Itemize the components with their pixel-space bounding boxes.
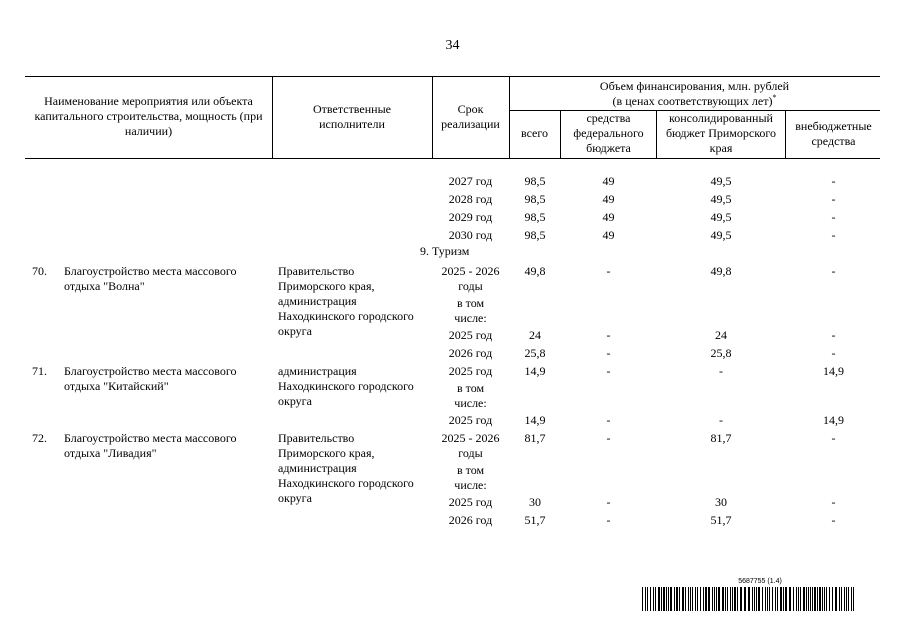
barcode-bar bbox=[679, 587, 680, 611]
barcode-bar bbox=[674, 587, 675, 611]
barcode-bar bbox=[697, 587, 698, 611]
item-executor: округа bbox=[278, 491, 312, 505]
header-sub-total: всего bbox=[520, 126, 549, 140]
cell-federal: - bbox=[606, 413, 611, 427]
cell-term: 2030 год bbox=[448, 228, 493, 242]
barcode-bar bbox=[789, 587, 791, 611]
cell-total: 81,7 bbox=[524, 431, 546, 445]
cell-federal: - bbox=[606, 364, 611, 378]
barcode-bar bbox=[740, 587, 742, 611]
item-executor: администрация bbox=[278, 294, 357, 308]
barcode-bar bbox=[668, 587, 669, 611]
item-executor: Правительство bbox=[278, 264, 355, 278]
barcode-bar bbox=[732, 587, 733, 611]
barcode-bar bbox=[703, 587, 704, 611]
barcode-bar bbox=[765, 587, 766, 611]
barcode-bar bbox=[688, 587, 689, 611]
cell-including: в том bbox=[456, 463, 485, 477]
barcode-label: 5687755 (1.4) bbox=[738, 578, 782, 585]
barcode-bar bbox=[716, 587, 717, 611]
cell-extrabudget: - bbox=[831, 264, 836, 278]
header-divider-2 bbox=[432, 76, 433, 158]
barcode-bar bbox=[762, 587, 763, 611]
cell-total: 49,8 bbox=[524, 264, 546, 278]
header-divider-5 bbox=[656, 110, 657, 158]
cell-federal: - bbox=[606, 346, 611, 360]
item-name: отдыха "Ливадия" bbox=[64, 446, 157, 460]
barcode-bar bbox=[705, 587, 707, 611]
cell-consolidated: 24 bbox=[715, 328, 727, 342]
cell-consolidated: 30 bbox=[715, 495, 727, 509]
barcode-bar bbox=[848, 587, 849, 611]
barcode-bar bbox=[682, 587, 684, 611]
cell-term: 2027 год bbox=[448, 174, 493, 188]
item-executor: округа bbox=[278, 324, 312, 338]
barcode-bar bbox=[775, 587, 776, 611]
cell-extrabudget: 14,9 bbox=[823, 364, 844, 378]
cell-term: 2025 - 2026 bbox=[441, 264, 500, 278]
cell-federal: 49 bbox=[602, 210, 615, 224]
cell-total: 25,8 bbox=[524, 346, 546, 360]
barcode-bar bbox=[642, 587, 643, 611]
barcode-bar bbox=[841, 587, 842, 611]
barcode-bar bbox=[658, 587, 660, 611]
barcode-bar bbox=[734, 587, 736, 611]
barcode-bar bbox=[744, 587, 746, 611]
cell-total: 98,5 bbox=[524, 210, 546, 224]
cell-term: 2025 год bbox=[448, 413, 493, 427]
cell-including: числе: bbox=[454, 311, 487, 325]
header-col-term: Срок реализации bbox=[441, 102, 500, 131]
header-col-executors: Ответственные исполнители bbox=[313, 102, 391, 131]
cell-term: 2025 год bbox=[448, 328, 493, 342]
cell-total: 51,7 bbox=[524, 513, 546, 527]
cell-term: 2028 год bbox=[448, 192, 493, 206]
barcode-bar bbox=[653, 587, 654, 611]
barcode-bar bbox=[748, 587, 750, 611]
cell-consolidated: 49,5 bbox=[710, 192, 732, 206]
barcode-bar bbox=[785, 587, 787, 611]
barcode-bar bbox=[650, 587, 651, 611]
cell-extrabudget: - bbox=[831, 174, 836, 188]
barcode-bar bbox=[655, 587, 656, 611]
header-top-rule bbox=[25, 76, 880, 77]
cell-total: 98,5 bbox=[524, 174, 546, 188]
barcode-bar bbox=[758, 587, 760, 611]
barcode-bar bbox=[812, 587, 813, 611]
barcode-bar bbox=[647, 587, 648, 611]
barcode-bar bbox=[783, 587, 784, 611]
barcode-bar bbox=[685, 587, 686, 611]
header-divider-1 bbox=[272, 76, 273, 158]
barcode-bar bbox=[835, 587, 837, 611]
barcode-bar bbox=[754, 587, 755, 611]
barcode-bar bbox=[806, 587, 807, 611]
cell-extrabudget: - bbox=[831, 513, 836, 527]
header-sub-federal: средства федерального бюджета bbox=[573, 111, 644, 155]
barcode-bar bbox=[798, 587, 799, 611]
cell-federal: 49 bbox=[602, 174, 615, 188]
cell-extrabudget: - bbox=[831, 210, 836, 224]
barcode-bar bbox=[712, 587, 713, 611]
barcode-bar bbox=[829, 587, 830, 611]
cell-term: годы bbox=[458, 279, 483, 293]
barcode-bar bbox=[814, 587, 816, 611]
cell-consolidated: 51,7 bbox=[710, 513, 732, 527]
barcode-bar bbox=[839, 587, 840, 611]
cell-term: годы bbox=[458, 446, 483, 460]
item-executor: Приморского края, bbox=[278, 279, 375, 293]
cell-total: 24 bbox=[529, 328, 541, 342]
header-funding-line2: (в ценах соответствующих лет)* bbox=[612, 93, 777, 108]
cell-extrabudget: - bbox=[831, 495, 836, 509]
cell-federal: - bbox=[606, 264, 611, 278]
barcode-bar bbox=[690, 587, 691, 611]
barcode-bar bbox=[822, 587, 823, 611]
barcode-bar bbox=[676, 587, 678, 611]
cell-federal: - bbox=[606, 328, 611, 342]
item-executor: администрация bbox=[278, 461, 357, 475]
header-divider-3 bbox=[509, 76, 510, 158]
barcode-bar bbox=[708, 587, 710, 611]
cell-term: 2025 год bbox=[448, 364, 493, 378]
item-number: 70. bbox=[32, 264, 47, 278]
barcode-bar bbox=[663, 587, 665, 611]
cell-federal: - bbox=[606, 495, 611, 509]
item-name: отдыха "Китайский" bbox=[64, 379, 169, 393]
cell-consolidated: 49,5 bbox=[710, 228, 732, 242]
barcode-bar bbox=[772, 587, 773, 611]
barcode-bar bbox=[803, 587, 805, 611]
item-executor: Находкинского городского bbox=[278, 309, 414, 323]
barcode-bar bbox=[756, 587, 757, 611]
barcode-bar bbox=[722, 587, 724, 611]
barcode-bar bbox=[666, 587, 667, 611]
footnote-mark: * bbox=[772, 93, 777, 102]
barcode-bar bbox=[846, 587, 847, 611]
item-name: отдыха "Волна" bbox=[64, 279, 145, 293]
cell-extrabudget: - bbox=[831, 328, 836, 342]
cell-term: 2025 год bbox=[448, 495, 493, 509]
cell-federal: 49 bbox=[602, 192, 615, 206]
barcode-bar bbox=[718, 587, 720, 611]
barcode-bar bbox=[645, 587, 646, 611]
item-executor: Находкинского городского bbox=[278, 476, 414, 490]
item-executor: Находкинского городского bbox=[278, 379, 414, 393]
barcode-bar bbox=[851, 587, 852, 611]
barcode-bar bbox=[714, 587, 715, 611]
item-number: 71. bbox=[32, 364, 47, 378]
cell-term: 2026 год bbox=[448, 513, 493, 527]
barcode-bar bbox=[727, 587, 728, 611]
cell-consolidated: 81,7 bbox=[710, 431, 732, 445]
barcode-bar bbox=[800, 587, 801, 611]
barcode-bar bbox=[767, 587, 768, 611]
cell-federal: 49 bbox=[602, 228, 615, 242]
header-col-funding bbox=[511, 79, 878, 109]
cell-federal: - bbox=[606, 513, 611, 527]
barcode-bar bbox=[810, 587, 811, 611]
barcode-bar bbox=[737, 587, 738, 611]
barcode-bar bbox=[796, 587, 797, 611]
barcode-bar bbox=[780, 587, 782, 611]
cell-consolidated: 49,5 bbox=[710, 210, 732, 224]
header-funding-line1: Объем финансирования, млн. рублей bbox=[599, 79, 790, 93]
cell-total: 14,9 bbox=[524, 364, 546, 378]
cell-term: 2025 - 2026 bbox=[441, 431, 500, 445]
barcode-bar bbox=[844, 587, 845, 611]
barcode-bar bbox=[832, 587, 833, 611]
cell-consolidated: 49,8 bbox=[710, 264, 732, 278]
section-title: 9. Туризм bbox=[420, 244, 470, 258]
barcode-bar bbox=[752, 587, 753, 611]
barcode-bar bbox=[769, 587, 770, 611]
item-number: 72. bbox=[32, 431, 47, 445]
barcode-bar bbox=[777, 587, 778, 611]
barcode-bar bbox=[817, 587, 818, 611]
cell-consolidated: - bbox=[719, 413, 723, 427]
barcode-bar bbox=[725, 587, 726, 611]
header-bottom-rule bbox=[25, 158, 880, 159]
header-col-name: Наименование мероприятия или объекта капитального строительства, мощность (при наличии) bbox=[34, 94, 263, 138]
cell-extrabudget: - bbox=[831, 192, 836, 206]
barcode-bar bbox=[826, 587, 827, 611]
barcode-image bbox=[642, 587, 857, 611]
barcode-bar bbox=[670, 587, 672, 611]
barcode-bar bbox=[661, 587, 662, 611]
cell-federal: - bbox=[606, 431, 611, 445]
page-number: 34 bbox=[445, 38, 460, 53]
cell-including: в том bbox=[456, 381, 485, 395]
cell-extrabudget: 14,9 bbox=[823, 413, 844, 427]
cell-consolidated: - bbox=[719, 364, 723, 378]
barcode-bar bbox=[824, 587, 825, 611]
item-name: Благоустройство места массового bbox=[64, 431, 237, 445]
cell-extrabudget: - bbox=[831, 431, 836, 445]
header-sub-consolidated: консолидированный бюджет Приморского края bbox=[665, 111, 777, 155]
cell-total: 98,5 bbox=[524, 228, 546, 242]
cell-extrabudget: - bbox=[831, 228, 836, 242]
barcode-bar bbox=[695, 587, 696, 611]
header-divider-6 bbox=[785, 110, 786, 158]
cell-total: 98,5 bbox=[524, 192, 546, 206]
item-name: Благоустройство места массового bbox=[64, 264, 237, 278]
barcode-bar bbox=[730, 587, 731, 611]
barcode-bar bbox=[853, 587, 854, 611]
cell-total: 30 bbox=[529, 495, 541, 509]
item-executor: администрация bbox=[278, 364, 357, 378]
cell-including: числе: bbox=[454, 396, 487, 410]
item-executor: Правительство bbox=[278, 431, 355, 445]
cell-consolidated: 25,8 bbox=[710, 346, 732, 360]
barcode-bar bbox=[700, 587, 701, 611]
cell-including: в том bbox=[456, 296, 485, 310]
cell-term: 2026 год bbox=[448, 346, 493, 360]
cell-total: 14,9 bbox=[524, 413, 546, 427]
item-executor: Приморского края, bbox=[278, 446, 375, 460]
barcode-bar bbox=[808, 587, 809, 611]
barcode-bar bbox=[692, 587, 693, 611]
cell-consolidated: 49,5 bbox=[710, 174, 732, 188]
cell-extrabudget: - bbox=[831, 346, 836, 360]
item-executor: округа bbox=[278, 394, 312, 408]
cell-term: 2029 год bbox=[448, 210, 493, 224]
cell-including: числе: bbox=[454, 478, 487, 492]
barcode-bar bbox=[793, 587, 794, 611]
header-sub-extra: внебюджетные средства bbox=[795, 119, 872, 148]
header-divider-4 bbox=[560, 110, 561, 158]
item-name: Благоустройство места массового bbox=[64, 364, 237, 378]
barcode-bar bbox=[819, 587, 821, 611]
